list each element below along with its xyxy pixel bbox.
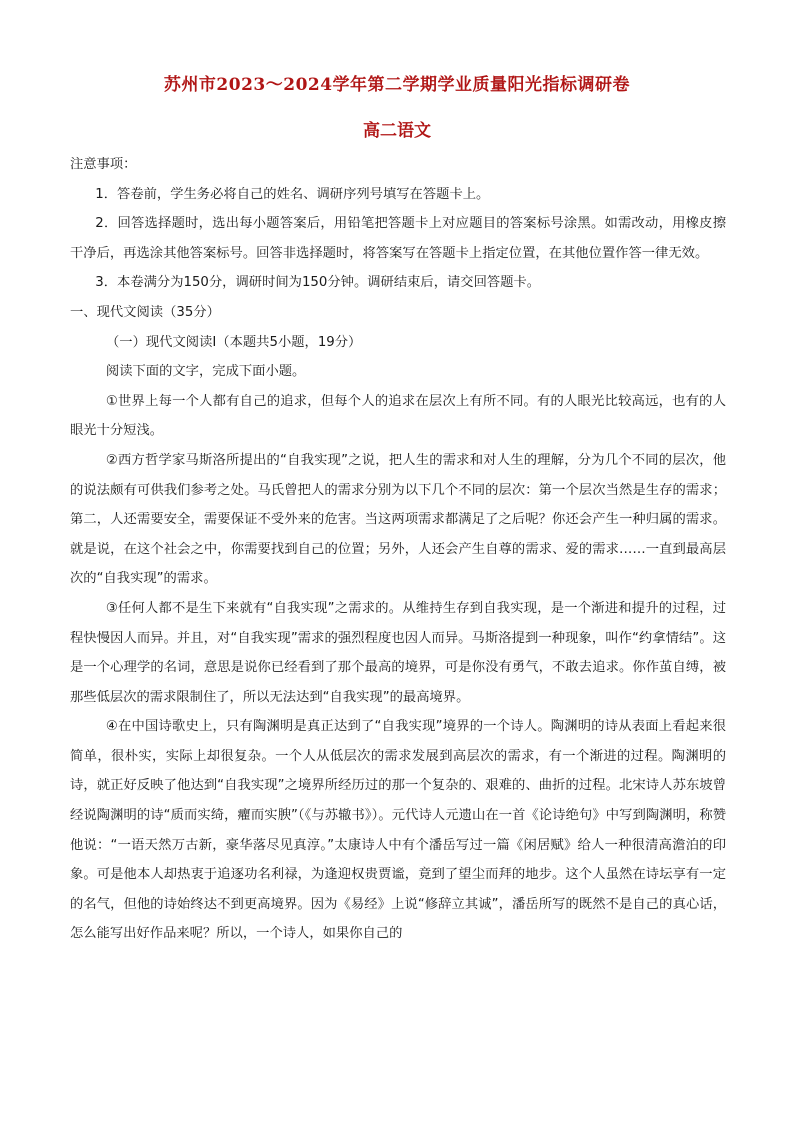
section-heading: 一、现代文阅读（35分） (70, 304, 220, 320)
passage-paragraph-2: ②西方哲学家马斯洛所提出的“自我实现”之说，把人生的需求和对人生的理解，分为几个不同的层次，他的说法颇有可供我们参考之处。马氏曾把人的需求分别为以下几个不同的层次：第一个层次当然是生存的需求；第二，人还需要安全，需要保证不受外来的危害。当这两项需求都满足了之后呢？你还会产生一种归属的需求。就是说，在这个社会之中，你需要找到自己的位置；另外，人还会产生自尊的需求、爱的需求……一直到最高层次的“自我实现”的需求。 (70, 452, 726, 587)
reading-instruction: 阅读下面的文字，完成下面小题。 (105, 364, 306, 380)
passage-paragraph-4: ④在中国诗歌史上，只有陶渊明是真正达到了“自我实现”境界的一个诗人。陶渊明的诗从表面上看起来很简单，很朴实，实际上却很复杂。一个人从低层次的需求发展到高层次的需求，有一个渐进的过程。陶渊明的诗，就正好反映了他达到“自我实现”之境界所经历过的那一个复杂的、艰难的、曲折的过程。北宋诗人苏东坡曾经说陶渊明的诗“质而实绮，癯而实腴”（《与苏辙书》）。元代诗人元遗山在一首《论诗绝句》中写到陶渊明，称赞他说：“一语天然万古新，豪华落尽见真淳。”太康诗人中有个潘岳写过一篇《闲居赋》给人一种很清高澹泊的印象。可是他本人却热衷于追逐功名利禄，为逢迎权贵贾谧，竟到了望尘而拜的地步。这个人虽然在诗坛享有一定的名气，但他的诗始终达不到更高境界。因为《易经》上说“修辞立其诚”，潘岳所写的既然不是自己的真心话，怎么能写出好作品来呢？所以，一个诗人，如果你自己的 (70, 719, 726, 942)
notice-item-2: 2．回答选择题时，选出每小题答案后，用铅笔把答题卡上对应题目的答案标号涂黑。如需改动，用橡皮擦干净后，再选涂其他答案标号。回答非选择题时，将答案写在答题卡上指定位置，在其他位置作答一律无效。 (70, 216, 726, 261)
exam-title: 苏州市2023～2024学年第二学期学业质量阳光指标调研卷 (163, 75, 631, 95)
passage-paragraph-3: ③任何人都不是生下来就有“自我实现”之需求的。从维持生存到自我实现，是一个渐进和提升的过程，过程快慢因人而异。并且，对“自我实现”需求的强烈程度也因人而异。马斯洛提到一种现象，叫作“约拿情结”。这是一个心理学的名词，意思是说你已经看到了那个最高的境界，可是你没有勇气，不敢去追求。你作茧自缚，被那些低层次的需求限制住了，所以无法达到“自我实现”的最高境界。 (70, 600, 726, 705)
notice-heading: 注意事项： (70, 157, 137, 172)
passage-paragraph-1: ①世界上每一个人都有自己的追求，但每个人的追求在层次上有所不同。有的人眼光比较高远，也有的人眼光十分短浅。 (70, 393, 726, 439)
exam-body (70, 150, 726, 949)
subject-title: 高二语文 (363, 121, 431, 141)
section-subheading: （一）现代文阅读Ⅰ（本题共5小题，19分） (106, 334, 362, 350)
notice-item-1: 1．答卷前，学生务必将自己的姓名、调研序列号填写在答题卡上。 (95, 186, 490, 202)
notice-item-3: 3．本卷满分为150分，调研时间为150分钟。调研结束后，请交回答题卡。 (95, 275, 541, 291)
